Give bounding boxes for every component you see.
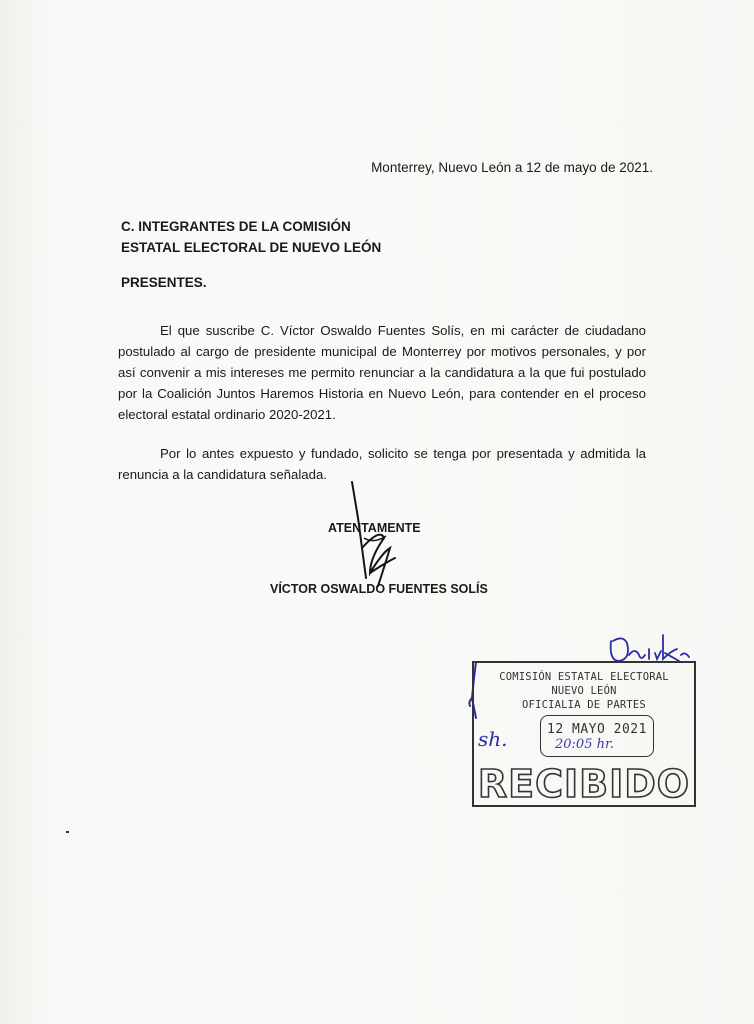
- handwritten-initials: sh.: [478, 727, 508, 751]
- closing-text: ATENTAMENTE: [328, 521, 421, 535]
- signer-name: VÍCTOR OSWALDO FUENTES SOLÍS: [270, 582, 488, 596]
- handwritten-signature: [340, 478, 410, 593]
- body-paragraph-2: Por lo antes expuesto y fundado, solicito se tenga por presentada y admitida la renuncia a la candidatura señalada.: [118, 446, 646, 482]
- stamp-recibido: RECIBIDO: [477, 762, 691, 806]
- stamp-date-box: [540, 715, 654, 757]
- body-paragraph-1: El que suscribe C. Víctor Oswaldo Fuentes Solís, en mi carácter de ciudadano postulado al cargo de presidente municipal de Monterrey por motivos personales, y por así convenir a mis intereses me permito renunciar a la candidatura a la que fui postulado por la Coalición Juntos Haremos Historia en Nuevo León, para contender en el proceso electoral estatal ordinario 2020-2021.: [118, 323, 646, 422]
- addressee-block: [121, 216, 381, 258]
- addressee-line-1: C. INTEGRANTES DE LA COMISIÓN: [121, 219, 351, 234]
- stamp-time-handwritten: 20:05 hr.: [555, 737, 614, 752]
- ink-speck: [66, 831, 69, 833]
- presentes-heading: PRESENTES.: [121, 275, 207, 290]
- stamp-line-3: OFICIALIA DE PARTES: [522, 699, 646, 711]
- date-line: Monterrey, Nuevo León a 12 de mayo de 2021.: [371, 160, 653, 175]
- addressee-line-2: ESTATAL ELECTORAL DE NUEVO LEÓN: [121, 240, 382, 255]
- stamp-line-2: NUEVO LEÓN: [551, 685, 617, 697]
- stamp-date: 12 MAYO 2021: [547, 722, 647, 737]
- stamp-line-1: COMISIÓN ESTATAL ELECTORAL: [499, 671, 669, 683]
